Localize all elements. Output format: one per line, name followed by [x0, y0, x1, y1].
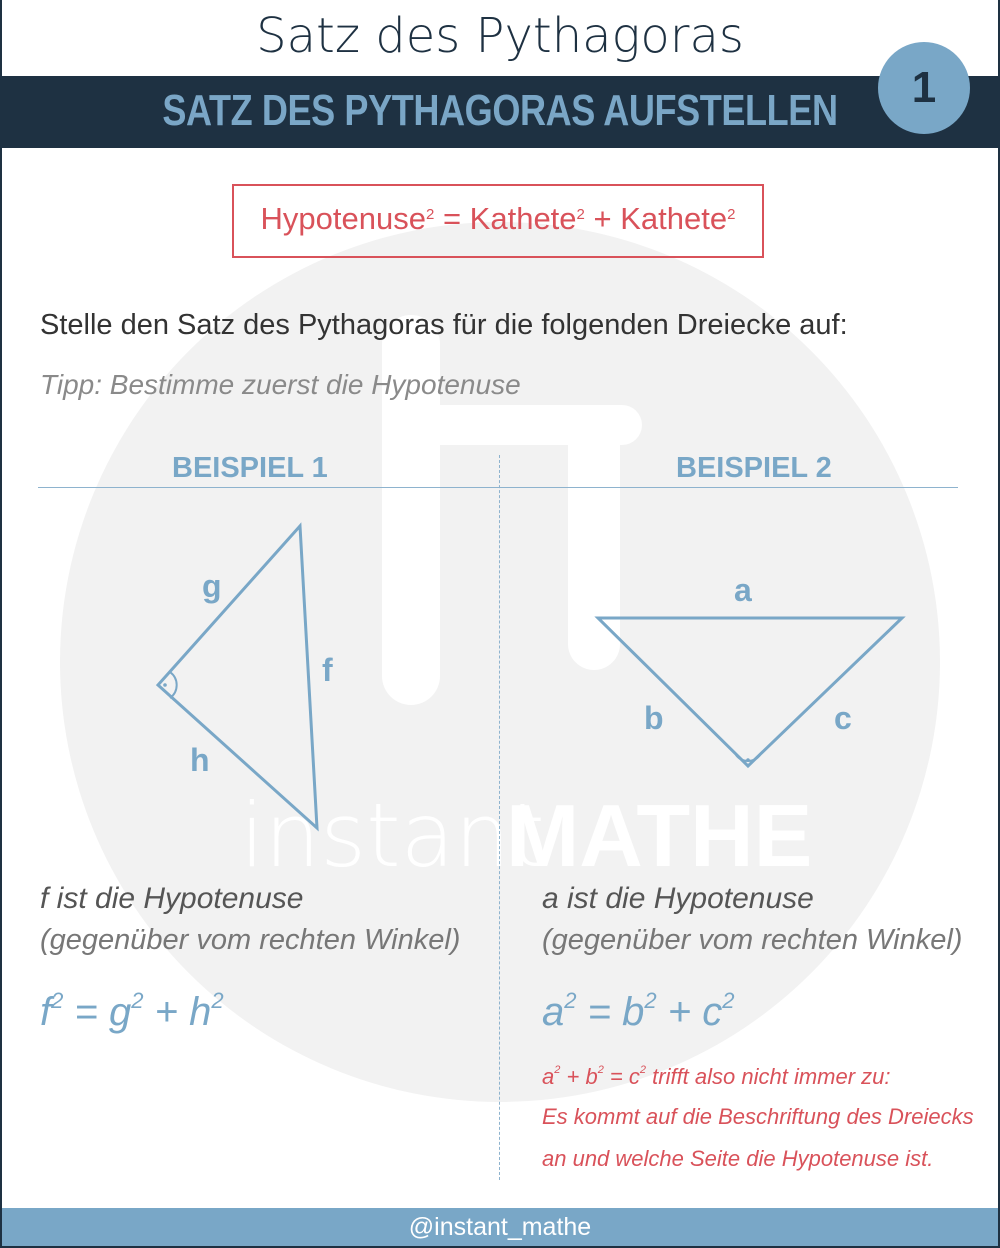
right-angle-dot-1: [163, 683, 167, 687]
formula-kathete-2: Kathete: [620, 201, 728, 236]
formula-exp-2: 2: [576, 206, 585, 223]
banner-heading: SATZ DES PYTHAGORAS AUFSTELLEN: [162, 86, 838, 135]
label-h: h: [190, 742, 210, 778]
formula-kathete-1: Kathete: [469, 201, 577, 236]
label-a: a: [734, 572, 752, 608]
label-b: b: [644, 700, 664, 736]
example-1-hypotenuse: f ist die Hypotenuse: [40, 882, 304, 915]
example-1-heading: BEISPIEL 1: [172, 452, 328, 484]
formula-plus: +: [584, 201, 621, 236]
footer-handle: @instant_mathe: [2, 1208, 998, 1246]
label-c: c: [834, 700, 852, 736]
example-2-explanation: (gegenüber vom rechten Winkel): [542, 924, 963, 956]
example-2-heading: BEISPIEL 2: [676, 452, 832, 484]
example-1-equation: $f^2 = g^2 + h^2$: [40, 988, 224, 1034]
formula-exp-1: 2: [425, 206, 435, 223]
note-line-1: $a^2 + b^2 = c^2$ trifft also nicht immer zu:: [542, 1064, 891, 1089]
right-angle-dot-2: [746, 758, 750, 762]
example-1-explanation: (gegenüber vom rechten Winkel): [40, 924, 461, 956]
triangle-1: [158, 526, 317, 828]
example-2-hypotenuse: a ist die Hypotenuse: [542, 882, 814, 915]
watermark-light: instant: [240, 784, 545, 887]
formula-equals: =: [434, 201, 470, 236]
watermark-bold: MATHE: [506, 786, 813, 885]
note-line-3: an und welche Seite die Hypotenuse ist.: [542, 1146, 934, 1171]
page-number-badge: 1: [878, 42, 970, 134]
note-line-2: Es kommt auf die Beschriftung des Dreiecks: [542, 1104, 974, 1129]
formula-exp-3: 2: [727, 206, 736, 223]
label-f: f: [322, 652, 333, 688]
tip-text: Tipp: Bestimme zuerst die Hypotenuse: [40, 369, 521, 400]
example-2-equation: $a^2 = b^2 + c^2$: [542, 988, 735, 1034]
label-g: g: [202, 568, 222, 604]
triangle-2: [598, 618, 902, 766]
page-title: Satz des Pythagoras: [256, 8, 744, 64]
instruction-text: Stelle den Satz des Pythagoras für die folgenden Dreiecke auf:: [40, 309, 848, 341]
formula-hypotenuse: Hypotenuse: [260, 201, 426, 236]
